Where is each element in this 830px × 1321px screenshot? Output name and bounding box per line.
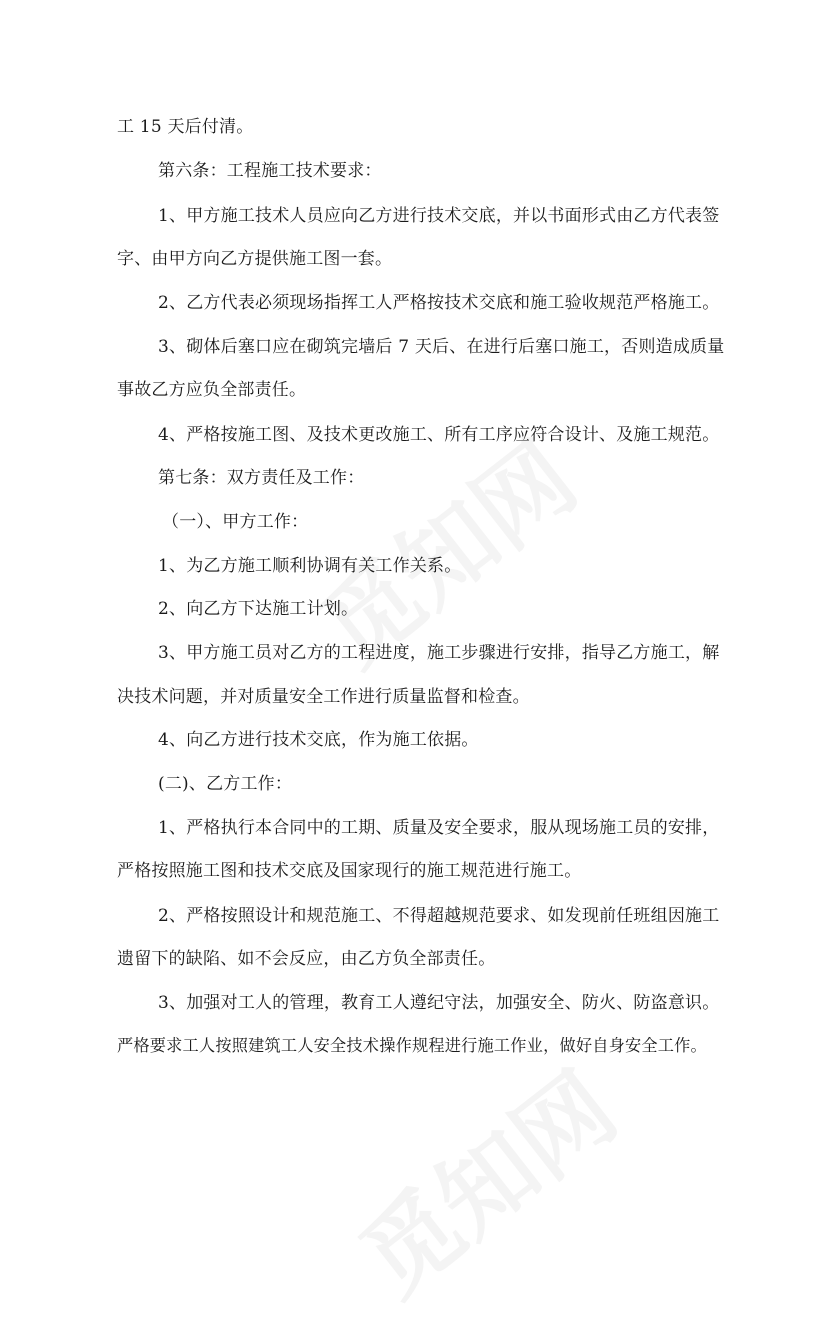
text-line: 1、甲方施工技术人员应向乙方进行技术交底，并以书面形式由乙方代表签: [158, 206, 720, 226]
text-line: 2、乙方代表必须现场指挥工人严格按技术交底和施工验收规范严格施工。: [158, 293, 720, 313]
text-line: 2、严格按照设计和规范施工、不得超越规范要求、如发现前任班组因施工: [158, 906, 720, 926]
text-line: 3、加强对工人的管理，教育工人遵纪守法，加强安全、防火、防盗意识。: [158, 993, 720, 1013]
section-heading: (二)、乙方工作：: [158, 774, 293, 794]
text-line: 字、由甲方向乙方提供施工图一套。: [117, 249, 393, 269]
text-line: 严格按照施工图和技术交底及国家现行的施工规范进行施工。: [117, 861, 582, 881]
article-heading: 第七条：双方责任及工作：: [158, 468, 365, 488]
text-line: 3、砌体后塞口应在砌筑完墙后 7 天后、在进行后塞口施工，否则造成质量: [158, 337, 725, 357]
text-line: 事故乙方应负全部责任。: [117, 380, 307, 400]
article-heading: 第六条：工程施工技术要求：: [158, 161, 382, 181]
text-line: 1、为乙方施工顺利协调有关工作关系。: [158, 556, 462, 576]
text-line: 决技术问题，并对质量安全工作进行质量监督和检查。: [117, 687, 530, 707]
text-line: 工 15 天后付清。: [117, 117, 254, 137]
text-line: 3、甲方施工员对乙方的工程进度，施工步骤进行安排，指导乙方施工，解: [158, 643, 720, 663]
text-line: 4、严格按施工图、及技术更改施工、所有工序应符合设计、及施工规范。: [158, 425, 720, 445]
text-line: 4、向乙方进行技术交底，作为施工依据。: [158, 730, 479, 750]
text-line: 1、严格执行本合同中的工期、质量及安全要求，服从现场施工员的安排，: [158, 818, 720, 838]
text-line: 2、向乙方下达施工计划。: [158, 599, 359, 619]
text-line: 遗留下的缺陷、如不会反应，由乙方负全部责任。: [117, 949, 496, 969]
section-heading: （一）、甲方工作：: [162, 512, 309, 532]
text-line: 严格要求工人按照建筑工人安全技术操作规程进行施工作业，做好自身安全工作。: [117, 1036, 707, 1055]
watermark-bottom: [328, 1036, 639, 1321]
